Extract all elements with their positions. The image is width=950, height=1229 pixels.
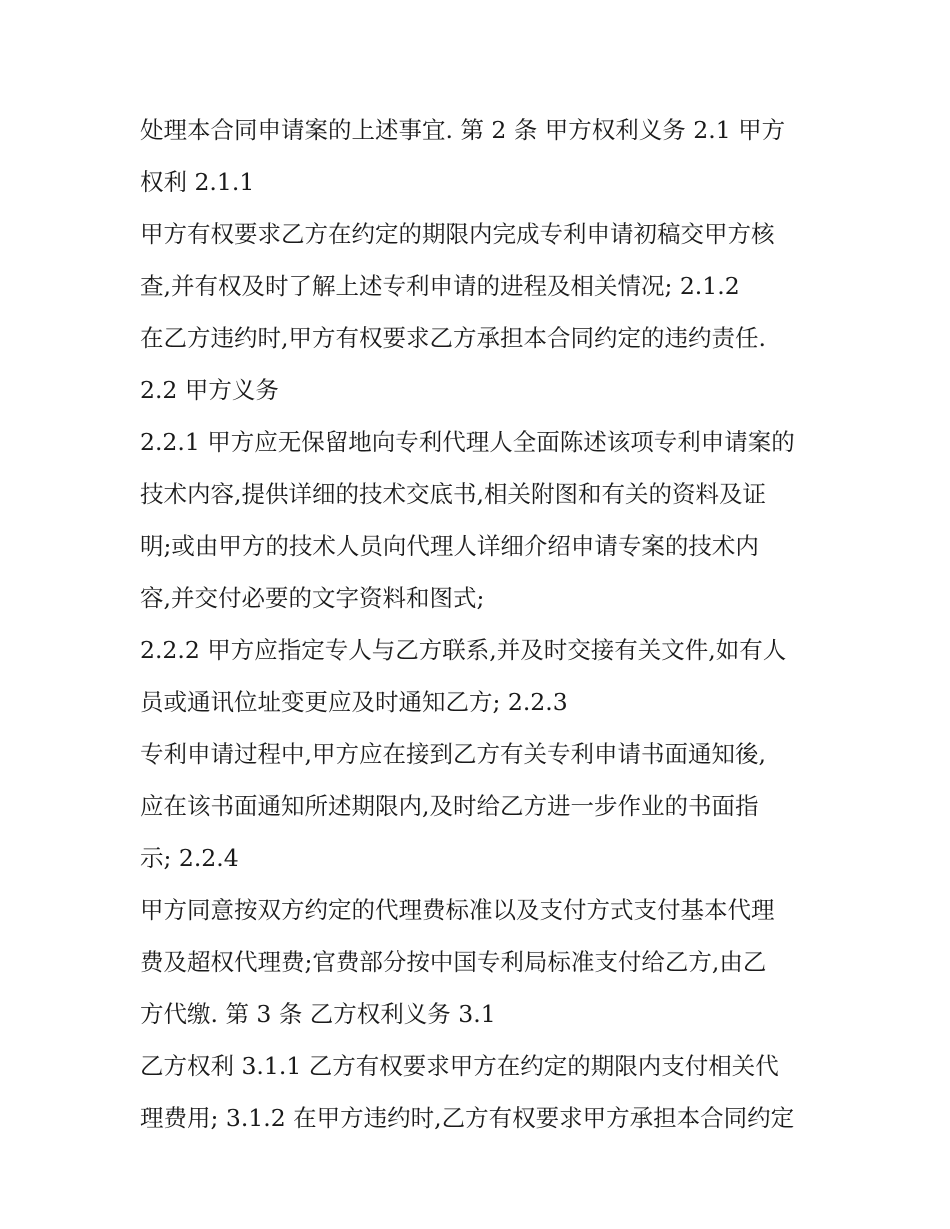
text-line: 容,并交付必要的文字资料和图式; xyxy=(140,584,485,612)
text-line: 乙方权利 3.1.1 乙方有权要求甲方在约定的期限内支付相关代 xyxy=(140,1052,779,1080)
text-line: 在乙方违约时,甲方有权要求乙方承担本合同约定的违约责任. xyxy=(140,324,766,352)
text-line: 处理本合同申请案的上述事宜. 第 2 条 甲方权利义务 2.1 甲方 xyxy=(140,116,786,144)
text-line: 权利 2.1.1 xyxy=(140,168,255,196)
text-line: 方代缴. 第 3 条 乙方权利义务 3.1 xyxy=(140,1000,496,1028)
text-line: 2.2.2 甲方应指定专人与乙方联系,并及时交接有关文件,如有人 xyxy=(140,636,787,664)
text-line: 费及超权代理费;官费部分按中国专利局标准支付给乙方,由乙 xyxy=(140,948,767,976)
text-line: 理费用; 3.1.2 在甲方违约时,乙方有权要求甲方承担本合同约定 xyxy=(140,1104,795,1132)
text-line: 技术内容,提供详细的技术交底书,相关附图和有关的资料及证 xyxy=(140,480,766,508)
contract-text-body xyxy=(140,104,830,1144)
text-line: 应在该书面通知所述期限内,及时给乙方进一步作业的书面指 xyxy=(140,792,759,820)
text-line: 专利申请过程中,甲方应在接到乙方有关专利申请书面通知後, xyxy=(140,740,766,768)
text-line: 甲方有权要求乙方在约定的期限内完成专利申请初稿交甲方核 xyxy=(140,220,775,248)
section-heading: 2.2 甲方义务 xyxy=(140,376,279,404)
text-line: 员或通讯位址变更应及时通知乙方; 2.2.3 xyxy=(140,688,568,716)
text-line: 示; 2.2.4 xyxy=(140,844,239,872)
text-line: 2.2.1 甲方应无保留地向专利代理人全面陈述该项专利申请案的 xyxy=(140,428,795,456)
text-line: 甲方同意按双方约定的代理费标准以及支付方式支付基本代理 xyxy=(140,896,775,924)
text-line: 明;或由甲方的技术人员向代理人详细介绍申请专案的技术内 xyxy=(140,532,759,560)
text-line: 查,并有权及时了解上述专利申请的进程及相关情况; 2.1.2 xyxy=(140,272,740,300)
